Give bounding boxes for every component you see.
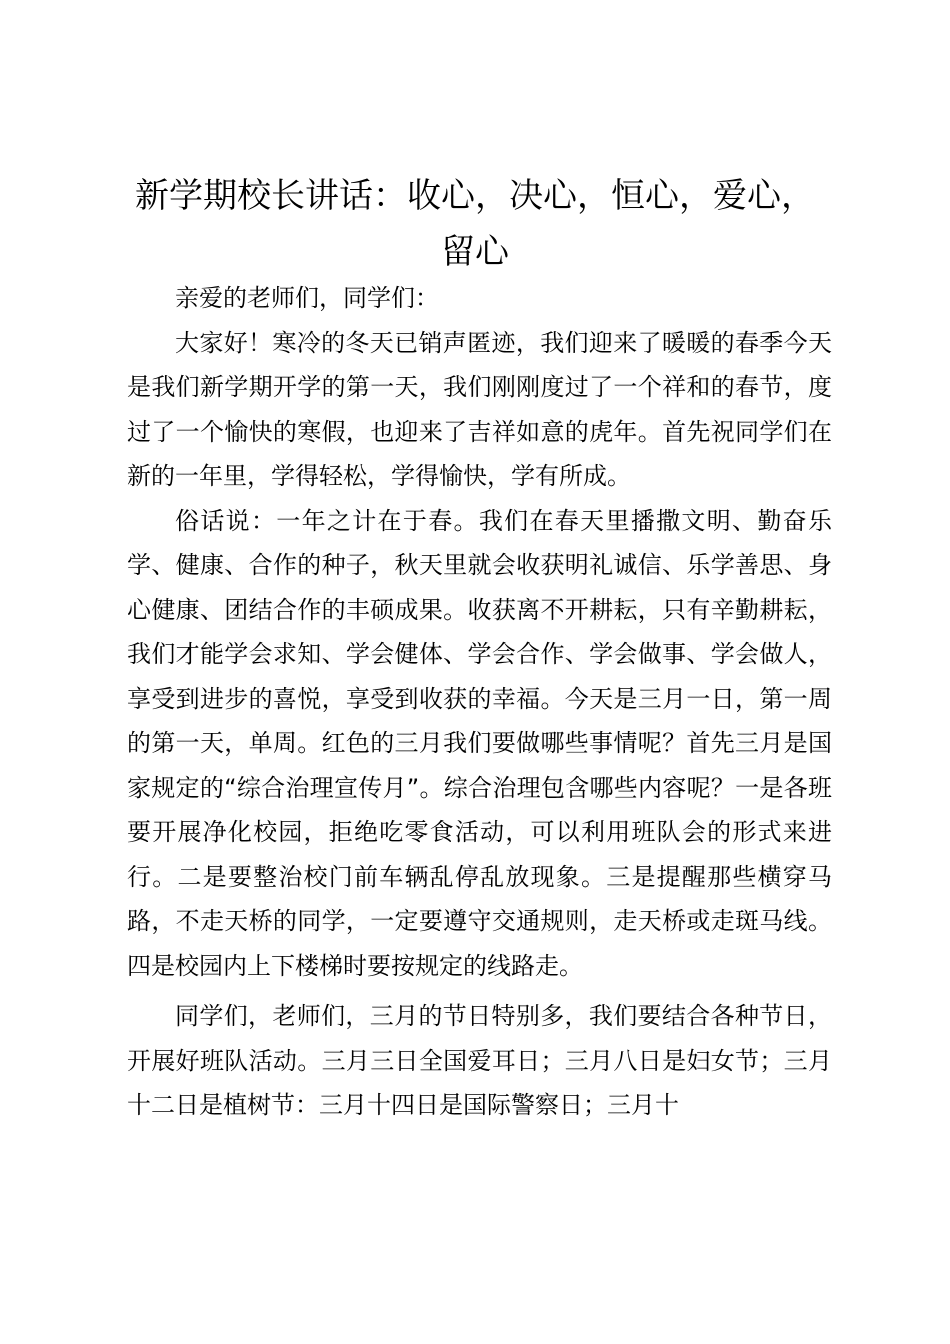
body-paragraph-2: 俗话说：一年之计在于春。我们在春天里播撒文明、勤奋乐学、健康、合作的种子，秋天里就会收获明礼诚信、乐学善思、身心健康、团结合作的丰硕成果。收获离不开耕耘，只有辛勤耕耘，我们才能学会求知、学会健体、学会合作、学会做事、学会做人，享受到进步的喜悦，享受到收获的幸福。今天是三月一日，第一周的第一天，单周。红色的三月我们要做哪些事情呢？首先三月是国家规定的“综合治理宣传月”。综合治理包含哪些内容呢？一是各班要开展净化校园，拒绝吃零食活动，可以利用班队会的形式来进行。二是要整治校门前车辆乱停乱放现象。三是提醒那些横穿马路，不走天桥的同学，一定要遵守交通规则，走天桥或走斑马线。四是校园内上下楼梯时要按规定的线路走。 bbox=[127, 506, 832, 980]
greeting-paragraph: 亲爱的老师们，同学们： bbox=[175, 284, 439, 312]
document-title: 新学期校长讲话：收心，决心，恒心，爱心， 留心 bbox=[135, 176, 815, 272]
body-paragraph-3: 同学们，老师们，三月的节日特别多，我们要结合各种节日，开展好班队活动。三月三日全国爱耳日；三月八日是妇女节；三月十二日是植树节：三月十四日是国际警察日；三月十 bbox=[127, 1002, 832, 1119]
body-paragraph-1: 大家好！寒冷的冬天已销声匿迹，我们迎来了暖暖的春季今天是我们新学期开学的第一天，我们刚刚度过了一个祥和的春节，度过了一个愉快的寒假，也迎来了吉祥如意的虎年。首先祝同学们在新的一年里，学得轻松，学得愉快，学有所成。 bbox=[127, 328, 832, 490]
document-body bbox=[127, 276, 832, 1128]
